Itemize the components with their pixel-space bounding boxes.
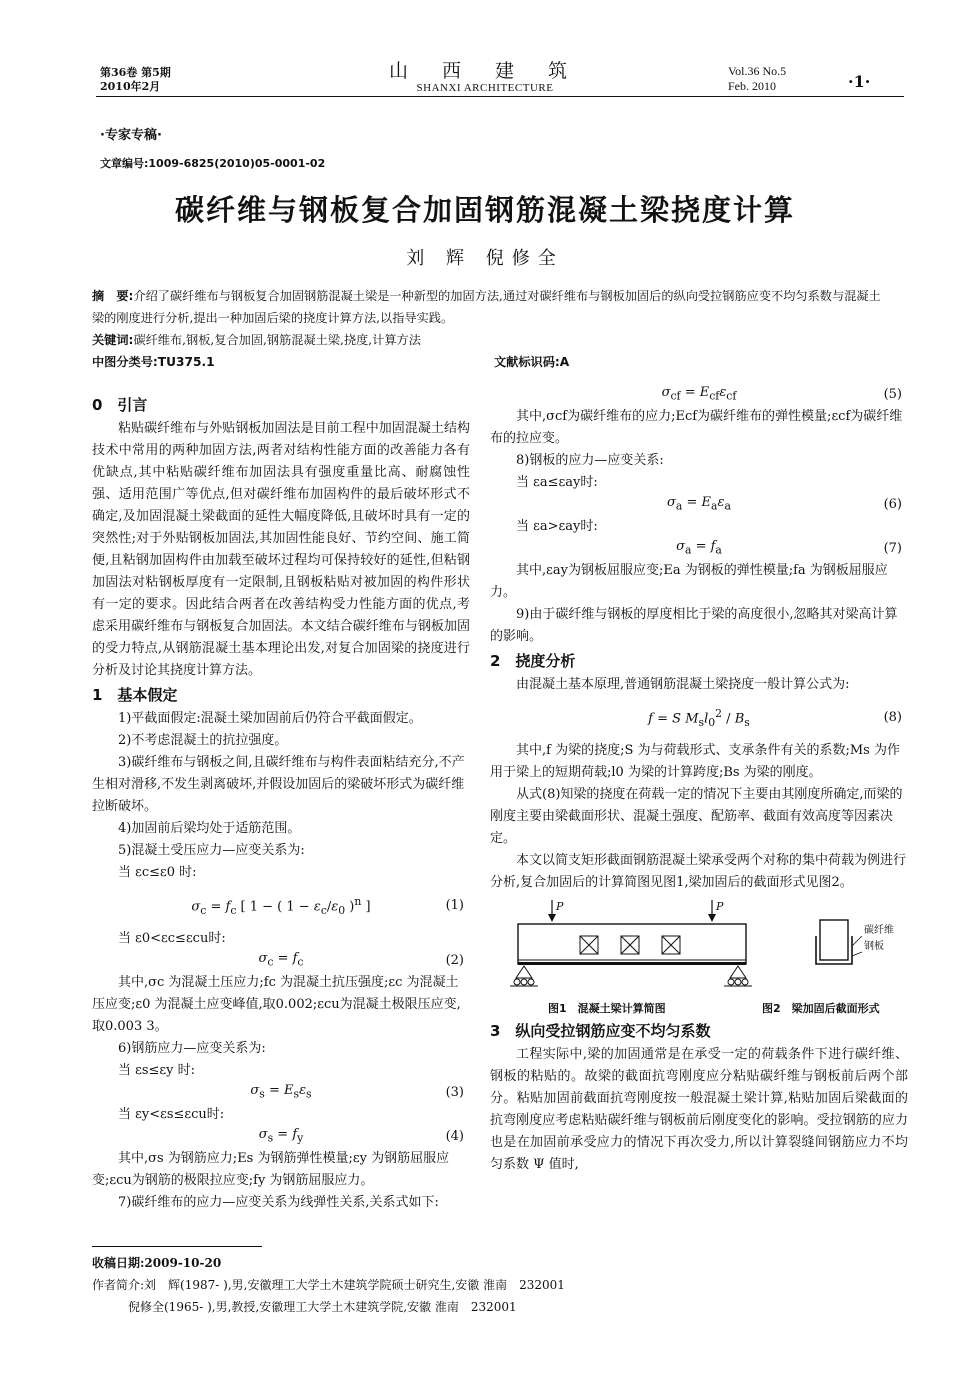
footnote [92, 1252, 912, 1318]
figure-2-caption: 图2 梁加固后截面形式 [762, 1002, 880, 1015]
equation-5 [490, 384, 908, 406]
where-concrete: 其中,σc 为混凝土压应力;fc 为混凝土抗压强度;εc 为混凝土压应变;ε0 为混凝土应变峰值,取0.002;εcu为混凝土极限压应变,取0.003 3。 [92, 975, 461, 1034]
journal-name-cn: 山 西 建 筑 [388, 60, 582, 82]
condition-6: 当 εa>εay时: [516, 519, 598, 534]
assumption-8: 8)钢板的应力—应变关系: [516, 453, 664, 468]
keywords-label: 关键词: [92, 333, 134, 347]
issue-info [100, 66, 171, 94]
author-bio-2: 倪修全(1965- ),男,教授,安徽理工大学土木建筑学院,安徽 淮南 232001 [128, 1300, 517, 1314]
figure-2-section [816, 920, 862, 964]
equation-6 [490, 494, 908, 516]
equation-5-body: $\sigma_{cf} = E_{cf}\varepsilon_{cf}$ [661, 385, 737, 403]
condition-1: 当 εc≤ε0 时: [118, 865, 197, 880]
column-tag: ·专家专稿· [100, 128, 162, 143]
where-steel: 其中,σs 为钢筋应力;Es 为钢筋弹性模量;εy 为钢筋屈服应变;εcu为钢筋的极限拉应变;fy 为钢筋屈服应力。 [92, 1151, 450, 1188]
equation-8 [490, 696, 908, 740]
equation-number: (1) [445, 898, 464, 913]
left-column [92, 392, 470, 1214]
section-heading-1: 1 基本假定 [92, 686, 178, 704]
figures [490, 900, 908, 996]
load-label: P [716, 900, 724, 913]
equation-1 [92, 884, 470, 928]
journal-name-en: SHANXI ARCHITECTURE [416, 82, 554, 94]
equation-3 [92, 1082, 470, 1104]
equation-number: (7) [883, 541, 902, 556]
load-label: P [556, 900, 564, 913]
equation-number: (8) [883, 710, 902, 725]
keywords-text: 碳纤维布,钢板,复合加固,钢筋混凝土梁,挠度,计算方法 [133, 333, 421, 347]
assumption-9: 9)由于碳纤维与钢板的厚度相比于梁的高度很小,忽略其对梁高计算的影响。 [490, 607, 898, 644]
received-date: 收稿日期:2009-10-20 [92, 1256, 222, 1270]
journal-name [370, 60, 600, 95]
authors: 刘 辉 倪修全 [406, 248, 564, 269]
figure-1-caption: 图1 混凝土梁计算简图 [548, 1002, 666, 1015]
assumption-1: 1)平截面假定:混凝土梁加固前后仍符合平截面假定。 [118, 711, 422, 726]
author-bio-1: 作者简介:刘 辉(1987- ),男,安徽理工大学土木建筑学院硕士研究生,安徽 淮南 232001 [92, 1278, 565, 1292]
intro-paragraph: 粘贴碳纤维布与外贴钢板加固法是目前工程中加固混凝土结构技术中常用的两种加固方法,两者对结构性能方面的改善能力各有优缺点,其中粘贴碳纤维布加固法具有强度重量比高、耐腐蚀性强、适用范围广等优点,但对碳纤维布加固构件的最后破坏形式不确定,及加固混凝土梁截面的延性大幅度降低,且破坏时具有一定的突然性;对于外贴钢板加固法,其加固性能良好、节约空间、施工简便,且粘钢加固构件由加载至破坏过程均可保持较好的延性,但粘钢加固法对粘钢板厚度有一定限制,且钢板粘贴对被加固的构件形状有一定的要求。因此结合两者在改善结构受力性能方面的优点,考虑采用碳纤维布与钢板复合加固法。本文结合碳纤维布与钢板加固的受力特点,从钢筋混凝土基本理论出发,对复合加固梁的挠度进行分析及讨论其挠度计算方法。 [92, 421, 470, 678]
equation-8-body: f = S $M_sl_0^2 / B_s$ [648, 706, 750, 729]
section-heading-3: 3 纵向受拉钢筋应变不均匀系数 [490, 1022, 711, 1040]
assumption-7: 7)碳纤维布的应力—应变关系为线弹性关系,关系式如下: [118, 1195, 439, 1210]
assumption-3: 3)碳纤维布与钢板之间,且碳纤维布与构件表面粘结充分,不产生相对滑移,不发生剥离破坏,并假设加固后的梁破坏形式为碳纤维拉断破坏。 [92, 755, 465, 814]
abstract-block [92, 285, 892, 373]
assumption-6: 6)钢筋应力—应变关系为: [118, 1041, 266, 1056]
issue-date: 2010年2月 [100, 80, 161, 93]
equation-number: (6) [883, 497, 902, 512]
condition-3: 当 εs≤εy 时: [118, 1063, 196, 1078]
equation-7 [490, 538, 908, 560]
stiffness-paragraph: 从式(8)知梁的挠度在荷载一定的情况下主要由其刚度所确定,而梁的刚度主要由梁截面形状、混凝土强度、配筋率、截面有效高度等因素决定。 [490, 787, 903, 846]
beam-figures [490, 900, 908, 996]
article-number: 文章编号:1009-6825(2010)05-0001-02 [100, 157, 326, 170]
equation-6-body: $\sigma_a = E_a\varepsilon_a$ [667, 495, 731, 513]
abstract-label: 摘 要: [92, 289, 134, 303]
paper-title: 碳纤维与钢板复合加固钢筋混凝土梁挠度计算 [174, 193, 795, 227]
header-rule [96, 96, 904, 97]
issue-date-en: Feb. 2010 [728, 79, 776, 93]
example-paragraph: 本文以简支矩形截面钢筋混凝土梁承受两个对称的集中荷载为例进行分析,复合加固后的计算简图见图1,梁加固后的截面形式见图2。 [490, 853, 907, 890]
strain-paragraph: 工程实际中,梁的加固通常是在承受一定的荷载条件下进行碳纤维、钢板的粘贴的。故梁的截面抗弯刚度应分粘贴碳纤维与钢板前后两个部分。粘贴加固前截面抗弯刚度按一般混凝土梁计算,粘贴加固后梁截面的抗弯刚度应考虑粘贴碳纤维与钢板前后刚度变化的影响。受拉钢筋的应力也是在加固前承受应力的情况下再次受力,所以计算裂缝间钢筋应力不均匀系数 Ψ 值时, [490, 1047, 908, 1172]
condition-4: 当 εy<εs≤εcu时: [118, 1107, 225, 1122]
where-deflection: 其中,f 为梁的挠度;S 为与荷载形式、支承条件有关的系数;Ms 为作用于梁上的短期荷载;l0 为梁的计算跨度;Bs 为梁的刚度。 [490, 743, 900, 780]
issue-info-en [728, 64, 786, 94]
keywords [92, 329, 892, 351]
right-column [490, 384, 908, 1176]
document-code: 文献标识码:A [494, 355, 570, 369]
equation-2-body: $\sigma_c = f_c$ [258, 951, 304, 969]
assumption-2: 2)不考虑混凝土的抗拉强度。 [118, 733, 288, 748]
volume-issue: 第36卷 第5期 [100, 66, 171, 79]
equation-3-body: $\sigma_s = E_s\varepsilon_s$ [250, 1083, 312, 1101]
deflection-intro: 由混凝土基本原理,普通钢筋混凝土梁挠度一般计算公式为: [516, 677, 850, 692]
equation-number: (5) [883, 387, 902, 402]
equation-number: (2) [445, 953, 464, 968]
where-plate: 其中,εay为钢板屈服应变;Ea 为钢板的弹性模量;fa 为钢板屈服应力。 [490, 563, 888, 600]
footnote-rule [92, 1246, 262, 1247]
abstract [92, 285, 892, 329]
classification [92, 351, 892, 373]
volume-issue-en: Vol.36 No.5 [728, 64, 787, 78]
abstract-text: 介绍了碳纤维布与钢板复合加固钢筋混凝土梁是一种新型的加固方法,通过对碳纤维布与钢板加固后的纵向受拉钢筋应变不均匀系数与混凝土梁的刚度进行分析,提出一种加固后梁的挠度计算方法,以指导实践。 [92, 289, 881, 325]
section-heading-2: 2 挠度分析 [490, 652, 576, 670]
figure-captions [490, 996, 908, 1018]
condition-2: 当 ε0<εc≤εcu时: [118, 931, 226, 946]
clc-number: 中图分类号:TU375.1 [92, 355, 215, 369]
equation-7-body: $\sigma_a = f_a$ [676, 539, 722, 557]
condition-5: 当 εa≤εay时: [516, 475, 598, 490]
equation-2 [92, 950, 470, 972]
equation-4-body: $\sigma_s = f_y$ [258, 1127, 304, 1145]
plate-label: 钢板 [864, 941, 884, 952]
page-number: ·1· [848, 72, 871, 91]
section-heading-0: 0 引言 [92, 396, 148, 414]
equation-1-body: $\sigma_c = f_c$ [ 1 − ( $1 - \varepsilon_c/\varepsilon_0$ )$^n$ ] [191, 894, 371, 917]
equation-4 [92, 1126, 470, 1148]
assumption-4: 4)加固前后梁均处于适筋范围。 [118, 821, 301, 836]
equation-number: (3) [445, 1085, 464, 1100]
equation-number: (4) [445, 1129, 464, 1144]
assumption-5: 5)混凝土受压应力—应变关系为: [118, 843, 305, 858]
where-cfrp: 其中,σcf为碳纤维布的应力;Ecf为碳纤维布的弹性模量;εcf为碳纤维布的拉应变。 [490, 409, 903, 446]
cfrp-label: 碳纤维 [864, 925, 894, 936]
